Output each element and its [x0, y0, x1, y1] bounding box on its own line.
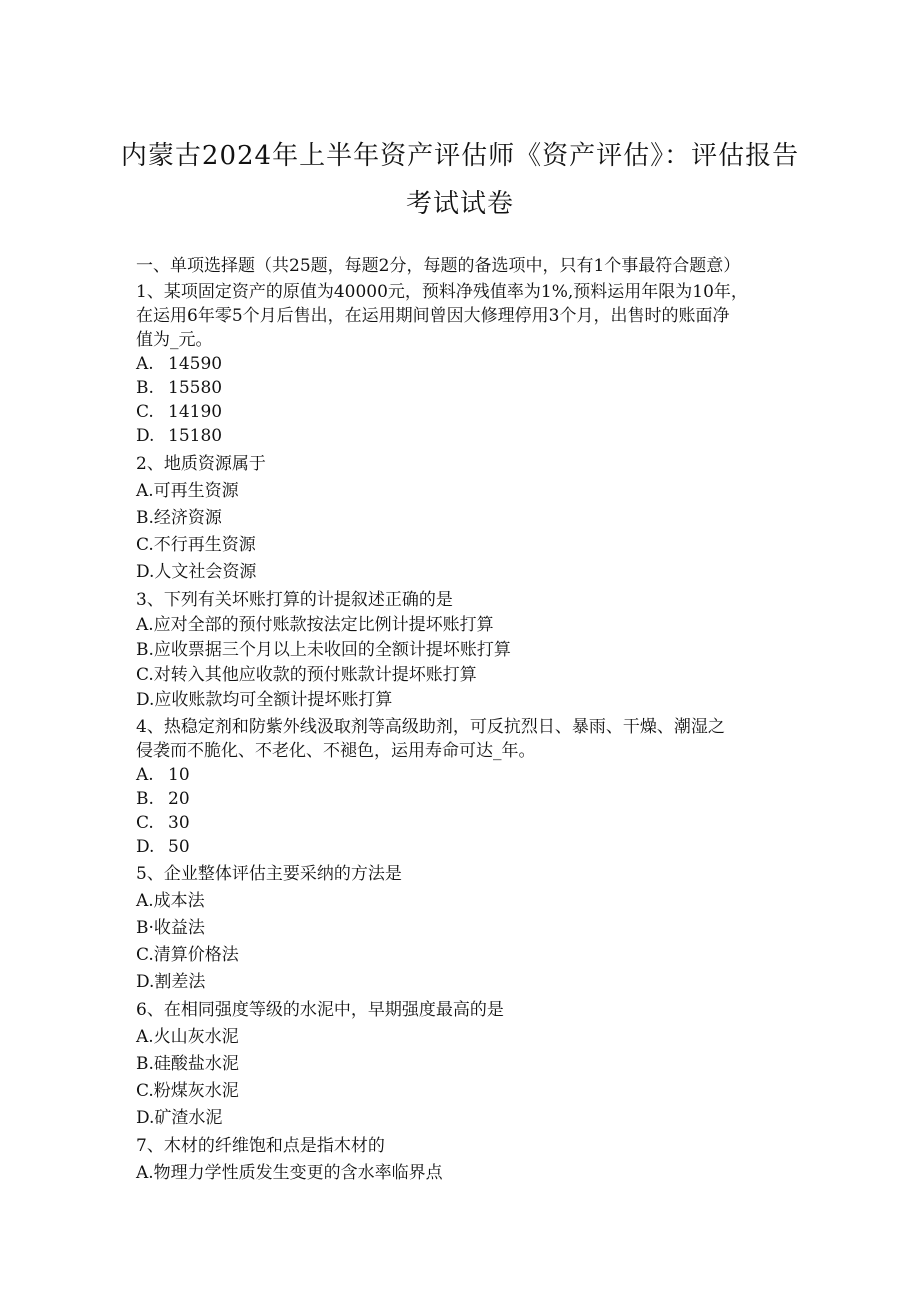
question-5-option-c: C.清算价格法 [136, 945, 239, 965]
question-5-option-b: B·收益法 [136, 918, 205, 938]
question-4-line-1: 4、热稳定剂和防紫外线汲取剂等高级助剂，可反抗烈日、暴雨、干燥、潮湿之 [136, 717, 725, 737]
question-2-stem: 2、地质资源属于 [136, 454, 266, 474]
question-6-option-b: B.硅酸盐水泥 [136, 1054, 239, 1074]
question-3-stem: 3、下列有关坏账打算的计提叙述正确的是 [136, 590, 453, 610]
question-4 [136, 715, 796, 859]
option-letter: B. [136, 378, 154, 398]
question-4-option-a [136, 763, 796, 787]
option-text: 10 [168, 765, 190, 785]
document-title-line-1: 内蒙古2024年上半年资产评估师《资产评估》：评估报告 [120, 141, 800, 171]
question-3-option-d: D.应收账款均可全额计提坏账打算 [136, 690, 393, 710]
option-text: 14590 [168, 354, 223, 374]
question-4-option-d [136, 835, 796, 859]
question-6-option-d: D.矿渣水泥 [136, 1108, 223, 1128]
question-1-line-3: 值为_元。 [136, 330, 213, 350]
question-7-option-a: A.物理力学性质发生变更的含水率临界点 [136, 1163, 443, 1183]
question-2-option-d: D.人文社会资源 [136, 562, 257, 582]
document-title-line-2: 考试试卷 [405, 189, 514, 219]
question-1-line-1: 1、某项固定资产的原值为40000元，预料净残值率为1%,预料运用年限为10年， [136, 282, 748, 302]
option-letter: D. [136, 837, 155, 857]
option-letter: C. [136, 813, 154, 833]
question-2-option-a: A.可再生资源 [136, 481, 239, 501]
question-2-option-c: C.不行再生资源 [136, 535, 256, 555]
question-6-stem: 6、在相同强度等级的水泥中，早期强度最高的是 [136, 1000, 504, 1020]
option-text: 20 [168, 789, 190, 809]
question-6-option-c: C.粉煤灰水泥 [136, 1081, 239, 1101]
question-4-line-2: 侵袭而不脆化、不老化、不褪色，运用寿命可达_年。 [136, 741, 536, 761]
section-header: 一、单项选择题（共25题，每题2分，每题的备选项中，只有1个事最符合题意） [136, 256, 741, 276]
question-3 [136, 588, 796, 713]
question-1 [136, 280, 796, 448]
option-text: 30 [168, 813, 190, 833]
question-3-option-a: A.应对全部的预付账款按法定比例计提坏账打算 [136, 615, 494, 635]
question-5-option-d: D.割差法 [136, 972, 206, 992]
option-text: 50 [168, 837, 190, 857]
question-3-option-b: B.应收票据三个月以上未收回的全额计提坏账打算 [136, 640, 511, 660]
question-5 [136, 861, 796, 996]
question-6 [136, 997, 796, 1132]
option-letter: A. [136, 765, 154, 785]
question-6-option-a: A.火山灰水泥 [136, 1027, 239, 1047]
question-1-option-b [136, 376, 796, 400]
document-body [136, 254, 796, 1187]
question-4-option-c [136, 811, 796, 835]
question-1-option-c [136, 400, 796, 424]
question-2 [136, 451, 796, 586]
question-1-option-d [136, 424, 796, 448]
question-3-option-c: C.对转入其他应收款的预付账款计提坏账打算 [136, 665, 477, 685]
option-letter: B. [136, 789, 154, 809]
question-1-line-2: 在运用6年零5个月后售出，在运用期间曾因大修理停用3个月，出售时的账面净 [136, 306, 730, 326]
question-1-option-a [136, 352, 796, 376]
question-4-option-b [136, 787, 796, 811]
question-7-stem: 7、木材的纤维饱和点是指木材的 [136, 1136, 385, 1156]
option-letter: C. [136, 402, 154, 422]
question-2-option-b: B.经济资源 [136, 508, 222, 528]
question-5-option-a: A.成本法 [136, 891, 205, 911]
option-text: 14190 [168, 402, 223, 422]
option-letter: A. [136, 354, 154, 374]
option-text: 15180 [168, 426, 223, 446]
option-text: 15580 [168, 378, 223, 398]
question-5-stem: 5、企业整体评估主要采纳的方法是 [136, 864, 402, 884]
option-letter: D. [136, 426, 155, 446]
question-7 [136, 1133, 796, 1187]
